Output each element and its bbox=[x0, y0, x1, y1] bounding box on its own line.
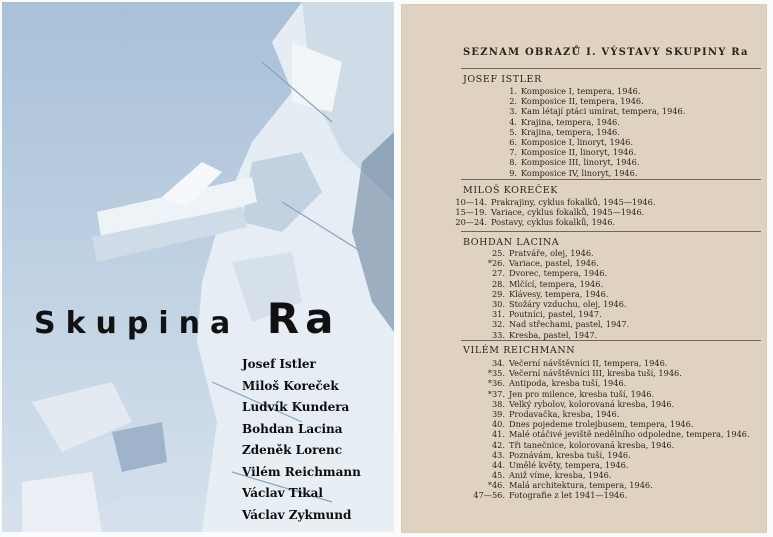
item-number: 6. bbox=[509, 136, 517, 147]
item-number: 2. bbox=[509, 96, 517, 107]
item-title: Pratváře, olej, 1946. bbox=[509, 248, 594, 258]
list-item bbox=[463, 330, 629, 340]
list-item bbox=[463, 490, 750, 500]
list-item bbox=[445, 207, 655, 217]
item-number: 20—24. bbox=[455, 217, 487, 228]
item-title: Poutníci, pastel, 1947. bbox=[509, 309, 602, 320]
item-number: 41. bbox=[491, 429, 505, 440]
item-title: Variace, cyklus fokalků, 1945—1946. bbox=[491, 207, 645, 218]
item-number: 38. bbox=[491, 398, 505, 409]
item-number: *35. bbox=[487, 368, 505, 379]
list-item bbox=[463, 378, 750, 388]
list-item bbox=[463, 279, 629, 289]
item-title: Aniž víme, kresba, 1946. bbox=[509, 470, 612, 481]
section-divider bbox=[461, 340, 761, 341]
item-number: 9. bbox=[509, 167, 517, 178]
item-title: Kam létají ptáci umírat, tempera, 1946. bbox=[521, 106, 686, 117]
list-item bbox=[463, 440, 750, 450]
list-item bbox=[463, 450, 750, 460]
item-number: 8. bbox=[509, 157, 517, 168]
item-number: 1. bbox=[509, 86, 517, 96]
list-item bbox=[475, 106, 685, 116]
list-item bbox=[475, 137, 685, 147]
item-number: 42. bbox=[491, 439, 505, 450]
item-number: 45. bbox=[491, 470, 505, 481]
list-item bbox=[463, 299, 629, 309]
list-item bbox=[475, 168, 685, 178]
section-items bbox=[445, 197, 655, 228]
list-item bbox=[475, 127, 685, 137]
list-item bbox=[463, 268, 629, 278]
item-title: Komposice IV, linoryt, 1946. bbox=[521, 167, 638, 178]
artist-name: Ludvík Kundera bbox=[242, 400, 350, 414]
item-title: Mlčící, tempera, 1946. bbox=[509, 278, 604, 289]
section-items bbox=[475, 86, 685, 178]
item-title: Prodavačka, kresba, 1946. bbox=[509, 408, 620, 419]
item-number: 25. bbox=[491, 248, 505, 258]
list-item bbox=[445, 197, 655, 207]
item-number: 29. bbox=[491, 288, 505, 299]
item-number: 30. bbox=[491, 298, 505, 309]
item-number: 33. bbox=[491, 329, 505, 340]
section-items bbox=[463, 248, 629, 340]
item-number: 32. bbox=[491, 319, 505, 330]
list-item bbox=[475, 147, 685, 157]
item-title: Kresba, pastel, 1947. bbox=[509, 329, 598, 340]
list-item bbox=[463, 460, 750, 470]
artist-name: Josef Istler bbox=[242, 357, 316, 371]
item-number: 31. bbox=[491, 309, 505, 320]
item-number: 34. bbox=[491, 358, 505, 368]
item-number: 4. bbox=[509, 116, 517, 127]
item-number: 5. bbox=[509, 126, 517, 137]
section-heading: BOHDAN LACINA bbox=[463, 237, 560, 248]
list-item bbox=[463, 389, 750, 399]
list-item bbox=[463, 248, 629, 258]
item-title: Velký rybolov, kolorovaná kresba, 1946. bbox=[509, 398, 675, 409]
item-number: 47—56. bbox=[473, 490, 505, 501]
item-title: Klávesy, tempera, 1946. bbox=[509, 288, 609, 299]
item-number: 40. bbox=[491, 419, 505, 430]
item-number: 43. bbox=[491, 449, 505, 460]
item-title: Variace, pastel, 1946. bbox=[509, 258, 599, 269]
section-divider bbox=[461, 68, 761, 69]
item-number: *37. bbox=[487, 388, 505, 399]
item-number: 44. bbox=[491, 459, 505, 470]
item-title: Komposice I, linoryt, 1946. bbox=[521, 136, 633, 147]
item-title: Stožáry vzduchu, olej, 1946. bbox=[509, 298, 627, 309]
item-number: *26. bbox=[487, 258, 505, 269]
item-number: 15—19. bbox=[455, 207, 487, 218]
item-number: *46. bbox=[487, 480, 505, 491]
artist-name: Bohdan Lacina bbox=[242, 421, 343, 436]
item-title: Umělé květy, tempera, 1946. bbox=[509, 459, 629, 470]
list-item bbox=[463, 309, 629, 319]
artist-name: Václav Tikal bbox=[242, 486, 323, 500]
item-title: Dvorec, tempera, 1946. bbox=[509, 268, 608, 279]
item-number: 28. bbox=[491, 278, 505, 289]
item-number: 7. bbox=[509, 147, 517, 158]
item-number: *36. bbox=[487, 378, 505, 389]
section-heading: JOSEF ISTLER bbox=[463, 74, 542, 85]
list-item bbox=[475, 117, 685, 127]
item-number: 3. bbox=[509, 106, 517, 117]
item-title: Krajina, tempera, 1946. bbox=[521, 126, 620, 137]
list-item bbox=[475, 96, 685, 106]
artist-list bbox=[242, 354, 361, 526]
item-title: Nad střechami, pastel, 1947. bbox=[509, 319, 630, 330]
list-item bbox=[463, 409, 750, 419]
item-title: Prakrajiny, cyklus fokalků, 1945—1946. bbox=[491, 197, 656, 207]
list-item bbox=[445, 217, 655, 227]
list-item bbox=[463, 429, 750, 439]
section-divider bbox=[461, 231, 761, 232]
item-title: Večerní návštěvníci II, tempera, 1946. bbox=[509, 358, 668, 368]
artist-name: Zdeněk Lorenc bbox=[242, 443, 343, 457]
item-title: Večerní návštěvníci III, kresba tuší, 1946. bbox=[509, 368, 682, 379]
list-item bbox=[463, 258, 629, 268]
list-item bbox=[463, 289, 629, 299]
list-item bbox=[463, 368, 750, 378]
list-item bbox=[463, 319, 629, 329]
item-title: Komposice III, linoryt, 1946. bbox=[521, 157, 640, 168]
item-title: Krajina, tempera, 1946. bbox=[521, 116, 620, 127]
item-title: Tři tanečnice, kolorovaná kresba, 1946. bbox=[509, 439, 675, 450]
list-item bbox=[463, 480, 750, 490]
item-number: 27. bbox=[491, 268, 505, 279]
cover-title bbox=[34, 294, 339, 343]
item-number: 39. bbox=[491, 408, 505, 419]
item-title: Fotografie z let 1941—1946. bbox=[509, 490, 628, 501]
cover-title-ra: Ra bbox=[266, 294, 340, 343]
item-title: Malé otáčivé jeviště nedělního odpoledne, tempera, 1946. bbox=[509, 429, 750, 440]
section-heading: MILOŠ KOREČEK bbox=[463, 185, 558, 196]
list-item bbox=[475, 157, 685, 167]
section-items bbox=[463, 358, 750, 501]
item-title: Malá architektura, tempera, 1946. bbox=[509, 480, 653, 491]
artist-name: Václav Zykmund bbox=[242, 507, 352, 522]
list-item bbox=[463, 470, 750, 480]
list-item bbox=[463, 419, 750, 429]
item-title: Jen pro milence, kresba tuší, 1946. bbox=[509, 388, 655, 399]
item-title: Dnes pojedeme trolejbusem, tempera, 1946. bbox=[509, 419, 694, 430]
item-title: Komposice II, linoryt, 1946. bbox=[521, 147, 637, 158]
section-heading: VILÉM REICHMANN bbox=[463, 345, 576, 356]
item-title: Postavy, cyklus fokalků, 1946. bbox=[491, 217, 616, 228]
section-divider bbox=[461, 179, 761, 180]
catalog-list-page bbox=[401, 4, 767, 533]
item-title: Komposice II, tempera, 1946. bbox=[521, 96, 644, 107]
artist-name: Miloš Koreček bbox=[242, 378, 339, 393]
list-item bbox=[463, 358, 750, 368]
item-title: Poznávám, kresba tuší, 1946. bbox=[509, 449, 631, 460]
cover-title-word: Skupina bbox=[34, 306, 241, 341]
artist-name: Vilém Reichmann bbox=[242, 464, 361, 479]
catalog-cover bbox=[2, 2, 394, 532]
item-title: Komposice I, tempera, 1946. bbox=[521, 86, 641, 96]
page-title: SEZNAM OBRAZŮ I. VÝSTAVY SKUPINY Ra bbox=[463, 47, 749, 58]
item-number: 10—14. bbox=[455, 197, 487, 207]
item-title: Antipoda, kresba tuší, 1946. bbox=[509, 378, 627, 389]
list-item bbox=[463, 399, 750, 409]
list-item bbox=[475, 86, 685, 96]
